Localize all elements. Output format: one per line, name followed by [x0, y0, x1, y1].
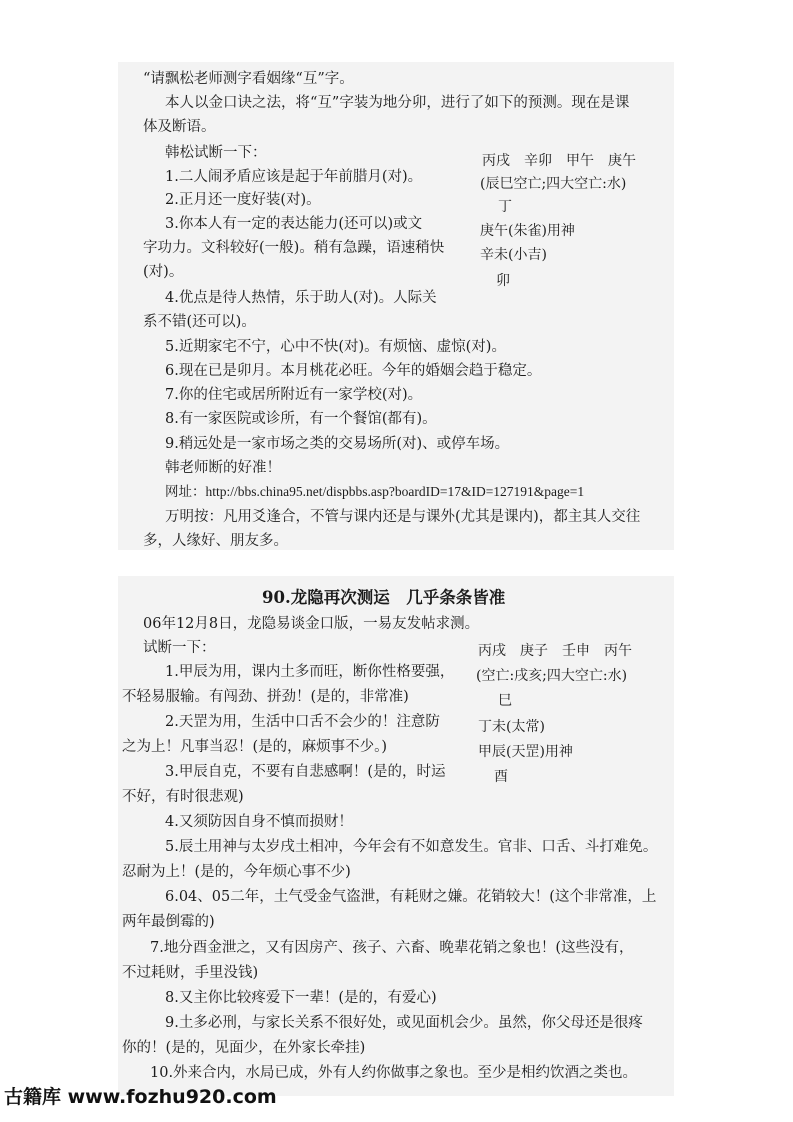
s1-line: 韩老师断的好准！ — [165, 460, 281, 476]
s1-chart-line: (辰巳空亡;四大空亡:水) — [480, 176, 627, 192]
s1-line: 3.你本人有一定的表达能力(还可以)或文 — [165, 216, 423, 232]
s2-line: 忍耐为上！(是的，今年烦心事不少) — [122, 864, 351, 880]
s2-line: 5.辰土用神与太岁戌土相冲，今年会有不如意发生。官非、口舌、斗打难免。 — [165, 839, 658, 855]
s2-line: 试断一下： — [143, 640, 216, 656]
s1-line: 本人以金口诀之法，将“互”字装为地分卯，进行了如下的预测。现在是课 — [165, 95, 630, 111]
s2-chart-line: (空亡:戌亥;四大空亡:水) — [476, 668, 628, 684]
site-watermark: 古籍库 www.fozhu920.com — [4, 1086, 277, 1108]
s2-line: 7.地分酉金泄之，又有因房产、孩子、六畜、晚辈花销之象也！(这些没有， — [150, 940, 634, 956]
s1-line: 多，人缘好、朋友多。 — [143, 533, 288, 549]
s2-line: 10.外来合内，水局已成，外有人约你做事之象也。至少是相约饮酒之类也。 — [150, 1065, 638, 1081]
s2-line: 6.04、05二年，土气受金气盗泄，有耗财之嫌。花销较大！(这个非常准，上 — [165, 889, 657, 905]
s1-line: 体及断语。 — [143, 119, 216, 135]
s1-chart-line: 丁 — [498, 199, 512, 215]
s2-line: 2.天罡为用，生活中口舌不会少的！注意防 — [165, 714, 440, 730]
section-title: 90.龙隐再次测运 几乎条条皆准 — [262, 588, 506, 607]
s1-line: 系不错(还可以)。 — [143, 314, 256, 330]
s1-line: 5.近期家宅不宁，心中不快(对)。有烦恼、虚惊(对)。 — [165, 339, 506, 355]
s1-line: 1.二人闹矛盾应该是起于年前腊月(对)。 — [165, 169, 423, 185]
s1-line: 2.正月还一度好装(对)。 — [165, 192, 321, 208]
s2-chart-line: 丙戌 庚子 壬申 丙午 — [478, 643, 632, 659]
s2-chart-line: 丁未(太常) — [478, 719, 545, 735]
s2-line: 8.又主你比较疼爱下一辈！(是的，有爱心) — [165, 990, 437, 1006]
s2-chart-line: 甲辰(天罡)用神 — [478, 744, 573, 760]
s1-chart-line: 辛未(小吉) — [480, 247, 547, 263]
s1-line: “请飘松老师测字看姻缘“互”字。 — [143, 71, 354, 87]
s1-line: 万明按：凡用爻逢合，不管与课内还是与课外(尤其是课内)，都主其人交往 — [165, 509, 641, 525]
s1-chart-line: 卯 — [496, 273, 510, 289]
s2-chart-line: 巳 — [498, 693, 512, 709]
s1-line: 字功力。文科较好(一般)。稍有急躁，语速稍快 — [143, 240, 445, 256]
s2-line: 3.甲辰自克，不要有自悲感啊！(是的，时运 — [165, 764, 446, 780]
s1-line: 4.优点是待人热情，乐于助人(对)。人际关 — [165, 290, 437, 306]
s2-line: 9.土多必刑，与家长关系不很好处，或见面机会少。虽然，你父母还是很疼 — [165, 1015, 643, 1031]
s1-line: 9.稍远处是一家市场之类的交易场所(对)、或停车场。 — [165, 436, 510, 452]
s1-line: 6.现在已是卯月。本月桃花必旺。今年的婚姻会趋于稳定。 — [165, 363, 542, 379]
s1-line: 8.有一家医院或诊所，有一个餐馆(都有)。 — [165, 411, 437, 427]
source-url: 网址：http://bbs.china95.net/dispbbs.asp?boardID=17&ID=127191&page=1 — [165, 484, 585, 499]
s2-chart-line: 酉 — [494, 769, 508, 785]
s2-line: 1.甲辰为用，课内土多而旺，断你性格要强， — [165, 664, 455, 680]
s1-line: (对)。 — [143, 264, 184, 280]
s2-line: 你的！(是的，见面少，在外家长牵挂) — [122, 1040, 366, 1056]
s2-line: 06年12月8日，龙隐易谈金口版，一易友发帖求测。 — [143, 616, 480, 632]
s2-line: 不过耗财，手里没钱) — [122, 965, 259, 981]
s2-line: 之为上！凡事当忍！(是的，麻烦事不少。) — [122, 739, 388, 755]
s1-chart-line: 庚午(朱雀)用神 — [480, 223, 575, 239]
s2-line: 不轻易服输。有闯劲、拼劲！(是的，非常准) — [122, 689, 409, 705]
s1-line: 韩松试断一下： — [165, 145, 267, 161]
s2-line: 不好，有时很悲观) — [122, 789, 244, 805]
s2-line: 4.又须防因自身不慎而损财！ — [165, 814, 353, 830]
s1-chart-line: 丙戌 辛卯 甲午 庚午 — [482, 153, 636, 169]
s2-line: 两年最倒霉的) — [122, 914, 215, 930]
s1-line: 7.你的住宅或居所附近有一家学校(对)。 — [165, 387, 423, 403]
